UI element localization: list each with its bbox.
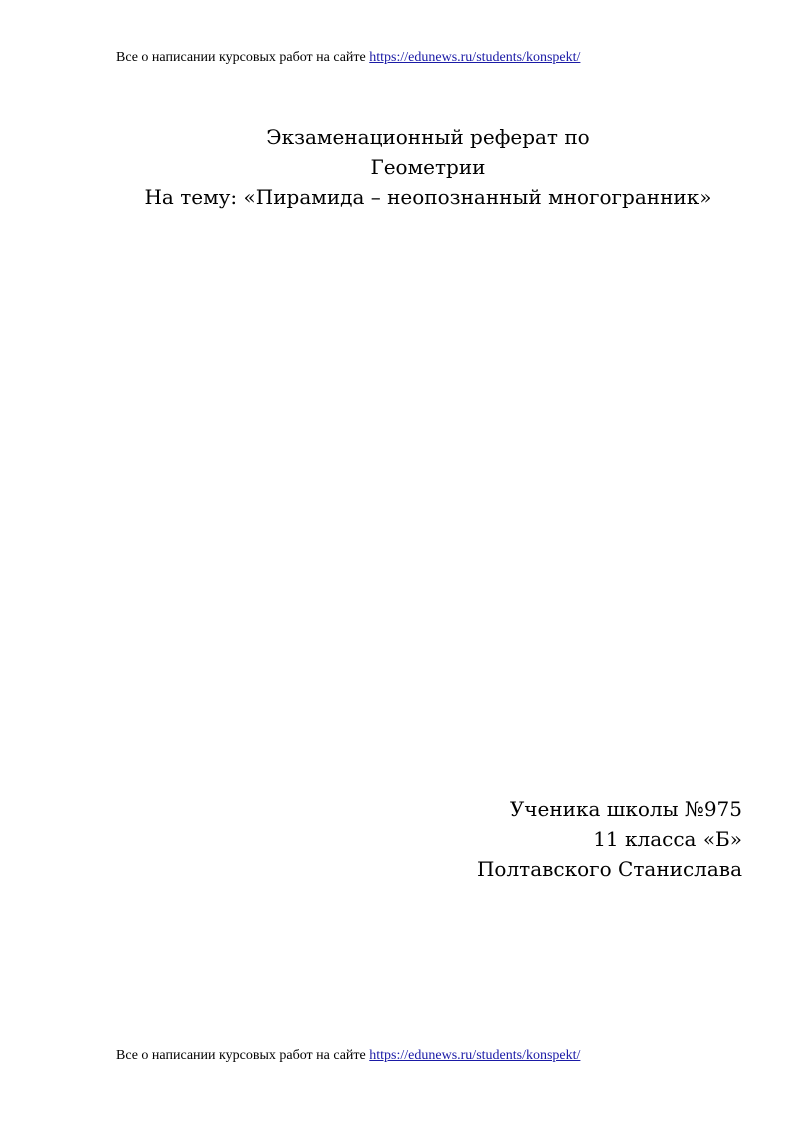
title-line-2: Геометрии (370, 155, 486, 179)
author-line-2: 11 класса «Б» (593, 827, 742, 851)
author-line-3: Полтавского Станислава (476, 857, 742, 881)
title-line-3: На тему: «Пирамида – неопознанный многогранник» (144, 185, 712, 209)
header-text: Все о написании курсовых работ на сайте (116, 50, 370, 65)
title-line-1: Экзаменационный реферат по (266, 125, 590, 149)
header-link[interactable]: https://edunews.ru/students/konspekt/ (369, 50, 581, 65)
footer-link[interactable]: https://edunews.ru/students/konspekt/ (369, 1048, 581, 1063)
document-title (0, 122, 800, 212)
page-footer (116, 1047, 580, 1065)
author-info (477, 794, 742, 884)
page-header (116, 49, 580, 67)
footer-text: Все о написании курсовых работ на сайте (116, 1048, 370, 1063)
author-line-1: Ученика школы №975 (509, 797, 742, 821)
